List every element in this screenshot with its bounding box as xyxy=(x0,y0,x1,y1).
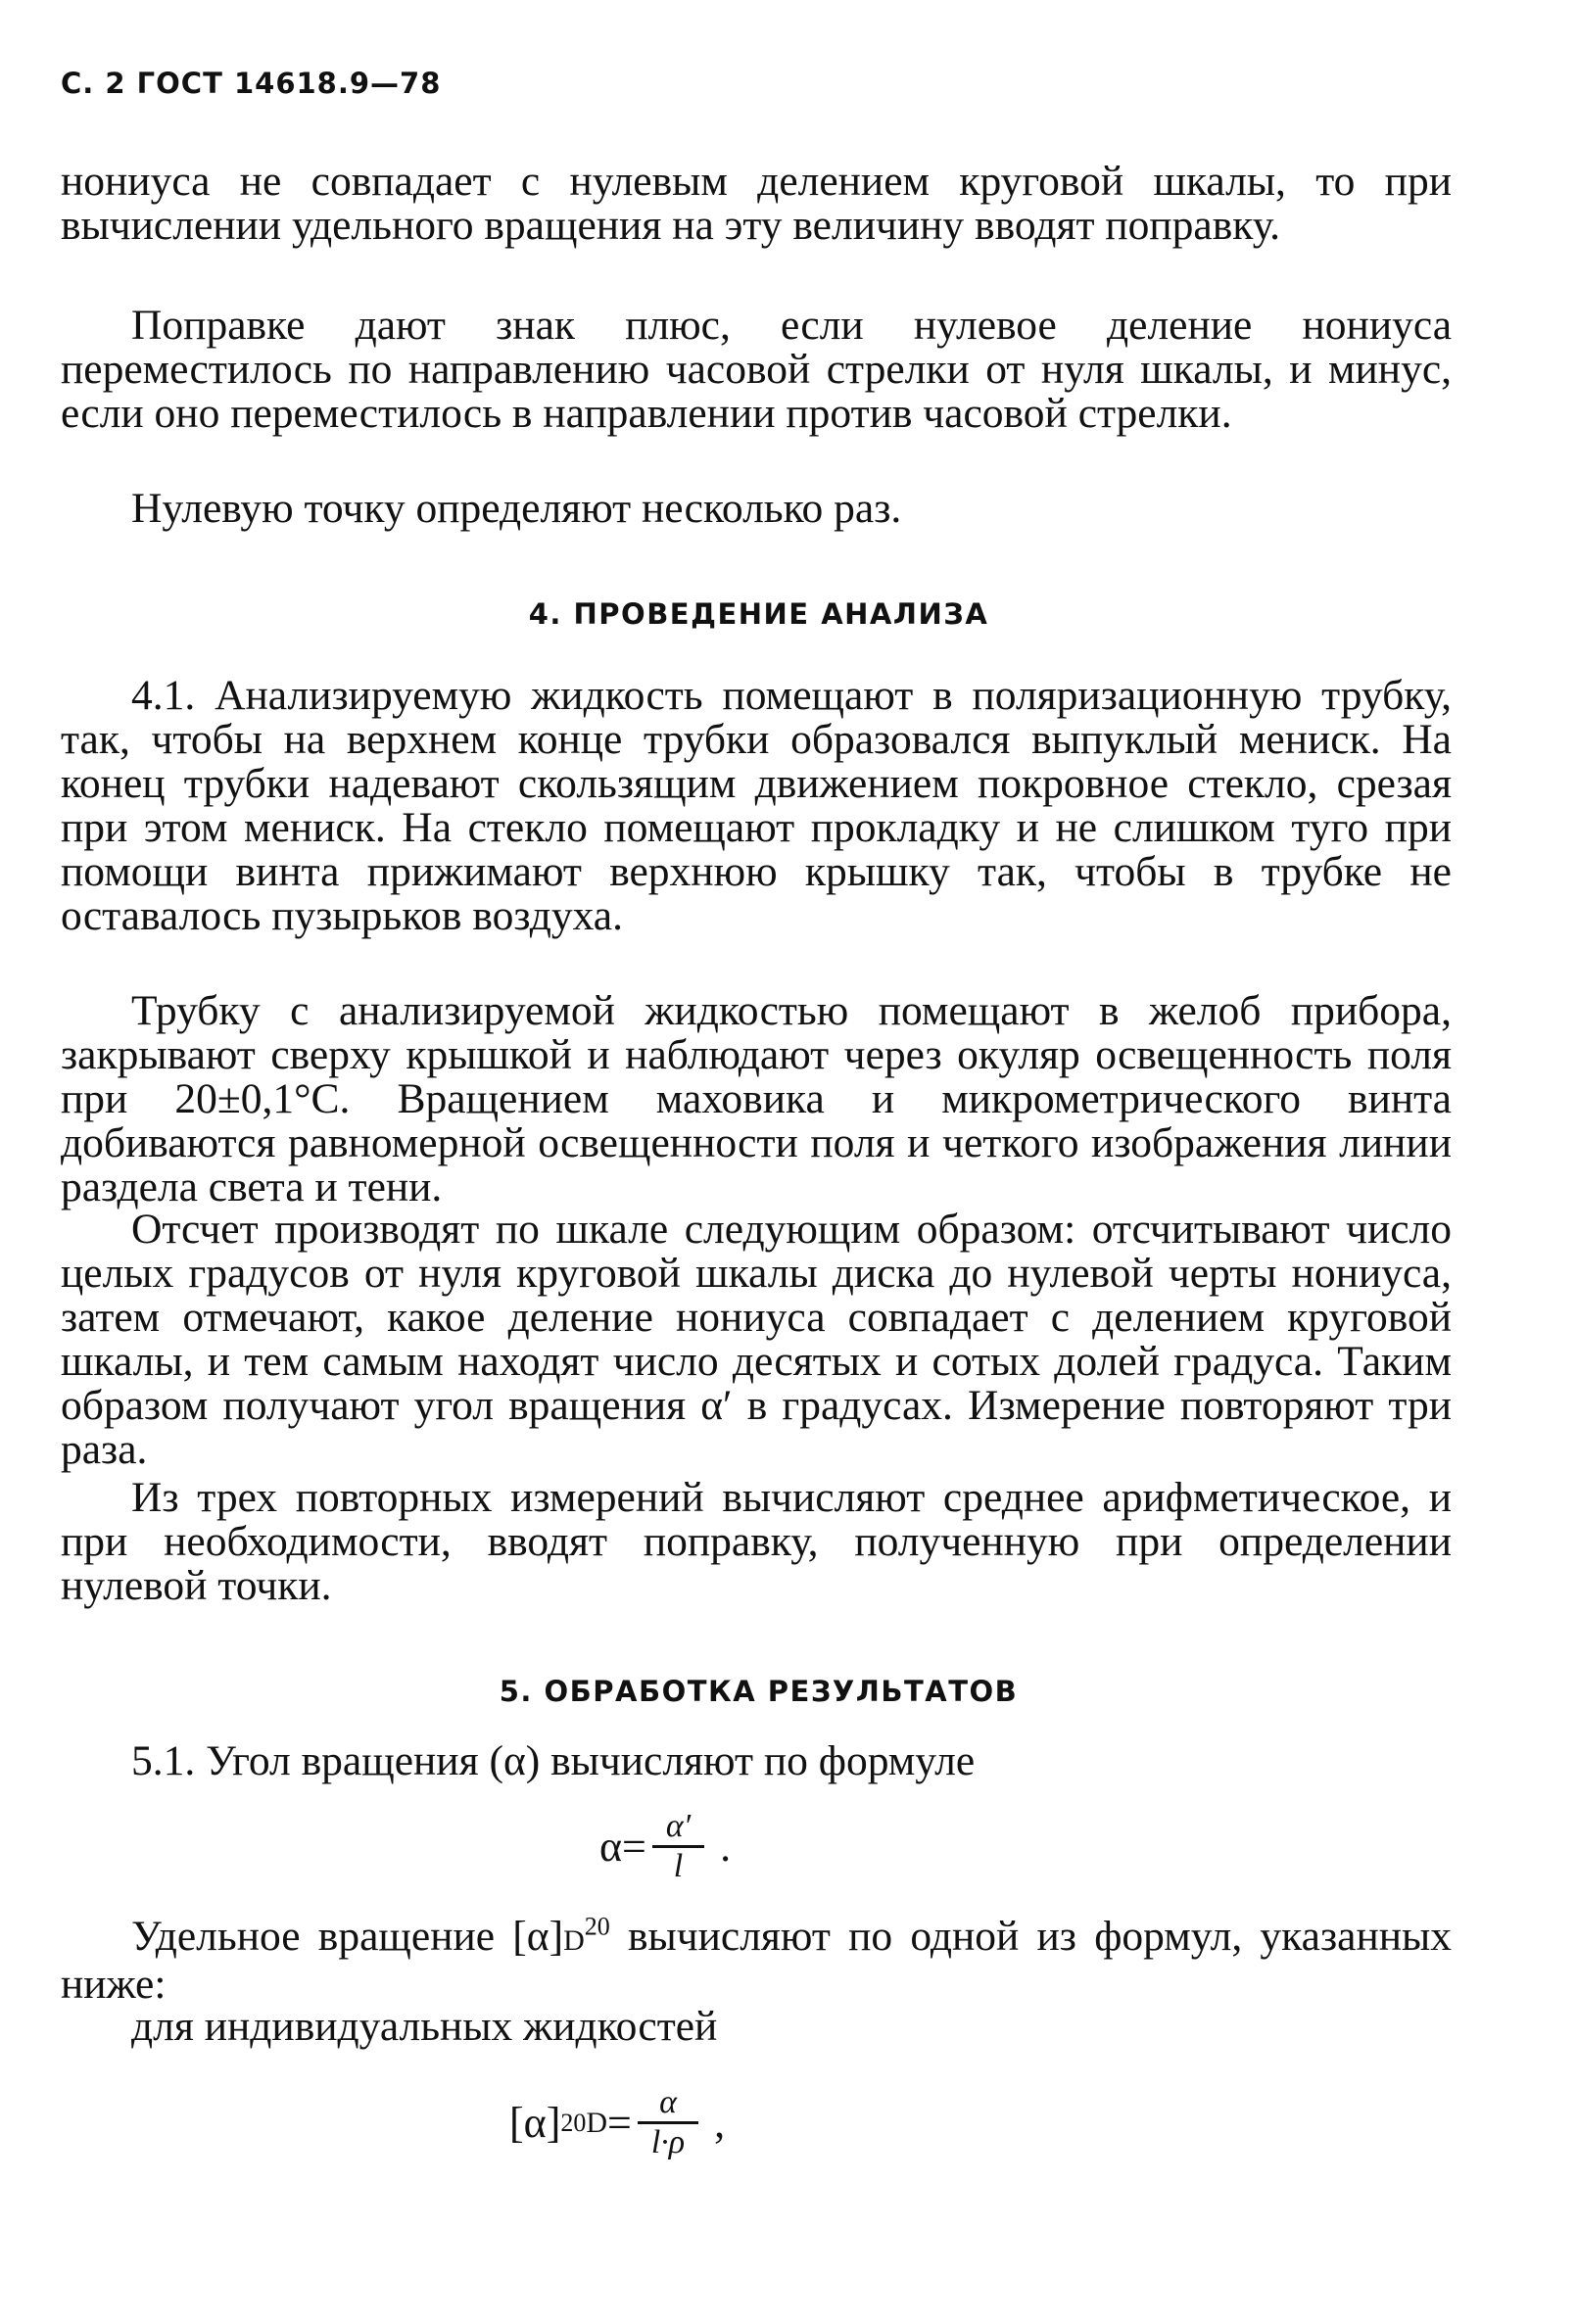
formula2-sub: D xyxy=(586,2106,608,2139)
paragraph-continued: нониуса не совпадает с нулевым делением круговой шкалы, то при вычислении удельного вращения на эту величину вводят поправку. xyxy=(61,158,1452,249)
formula-rotation-angle xyxy=(599,1808,731,1885)
specific-rotation-sub: D xyxy=(563,1924,585,1957)
specific-rotation-rest: вычисляют по одной из формул, указанных ниже: xyxy=(61,1913,1452,2008)
formula1-end: . xyxy=(720,1822,732,1871)
paragraph-specific-rotation xyxy=(61,1912,1452,2008)
paragraph-5-1: 5.1. Угол вращения (α) вычисляют по формуле xyxy=(131,1737,976,1784)
paragraph-4-1: 4.1. Анализируемую жидкость помещают в поляризационную трубку, так, чтобы на верхнем конце трубки образовался выпуклый мениск. На конец трубки надевают скользящим движением покровное стекло, срезая при этом мениск. На стекло помещают прокладку и не слишком туго при помощи винта прижимают верхнюю крышку так, чтобы в трубке не оставалось пузырьков воздуха. xyxy=(61,672,1452,939)
formula1-denominator: l xyxy=(673,1848,684,1884)
paragraph-individual-liquids: для индивидуальных жидкостей xyxy=(131,2003,718,2050)
formula2-end: , xyxy=(714,2098,726,2147)
section-4-title: 4. ПРОВЕДЕНИЕ АНАЛИЗА xyxy=(528,597,989,631)
specific-rotation-sup: 20 xyxy=(584,1912,610,1941)
formula2-denominator: l·ρ xyxy=(650,2124,686,2160)
paragraph-zero-point: Нулевую точку определяют несколько раз. xyxy=(131,485,902,532)
formula2-eq: = xyxy=(607,2098,632,2147)
formula2-lhs: [α] xyxy=(509,2098,561,2147)
paragraph-mean: Из трех повторных измерений вычисляют среднее арифметическое, и при необходимости, вводят поправку, полученную при определении нулевой точки. xyxy=(61,1474,1452,1609)
specific-rotation-text: Удельное вращение [α] xyxy=(131,1913,564,1960)
formula1-lhs: α= xyxy=(599,1822,646,1871)
page-header: С. 2 ГОСТ 14618.9—78 xyxy=(61,67,442,100)
section-5-title: 5. ОБРАБОТКА РЕЗУЛЬТАТОВ xyxy=(499,1675,1019,1708)
formula2-fraction xyxy=(638,2084,698,2161)
formula1-numerator: α′ xyxy=(665,1808,692,1844)
paragraph-sign-correction: Поправке дают знак плюс, если нулевое деление нониуса переместилось по направлению часовой стрелки от нуля шкалы, и минус, если оно переместилось в направлении против часовой стрелки. xyxy=(61,302,1452,437)
formula1-fraction xyxy=(652,1808,704,1885)
paragraph-tube: Трубку с анализируемой жидкостью помещают в желоб прибора, закрывают сверху крышкой и наблюдают через окуляр освещенность поля при 20±0,1°С. Вращением маховика и микрометрического винта добиваются равномерной освещенности поля и четкого изображения линии раздела света и тени. xyxy=(61,987,1452,1210)
paragraph-reading: Отсчет производят по шкале следующим образом: отсчитывают число целых градусов от нуля круговой шкалы диска до нулевой черты нониуса, затем отмечают, какое деление нониуса совпадает с делением круговой шкалы, и тем самым находят число десятых и сотых долей градуса. Таким образом получают угол вращения α′ в градусах. Измерение повторяют три раза. xyxy=(61,1206,1452,1473)
formula2-numerator: α xyxy=(659,2084,677,2120)
formula-specific-rotation: [α] 20 D = $\frac{\alpha}{l\cdot\rho}$ , xyxy=(509,2084,726,2160)
